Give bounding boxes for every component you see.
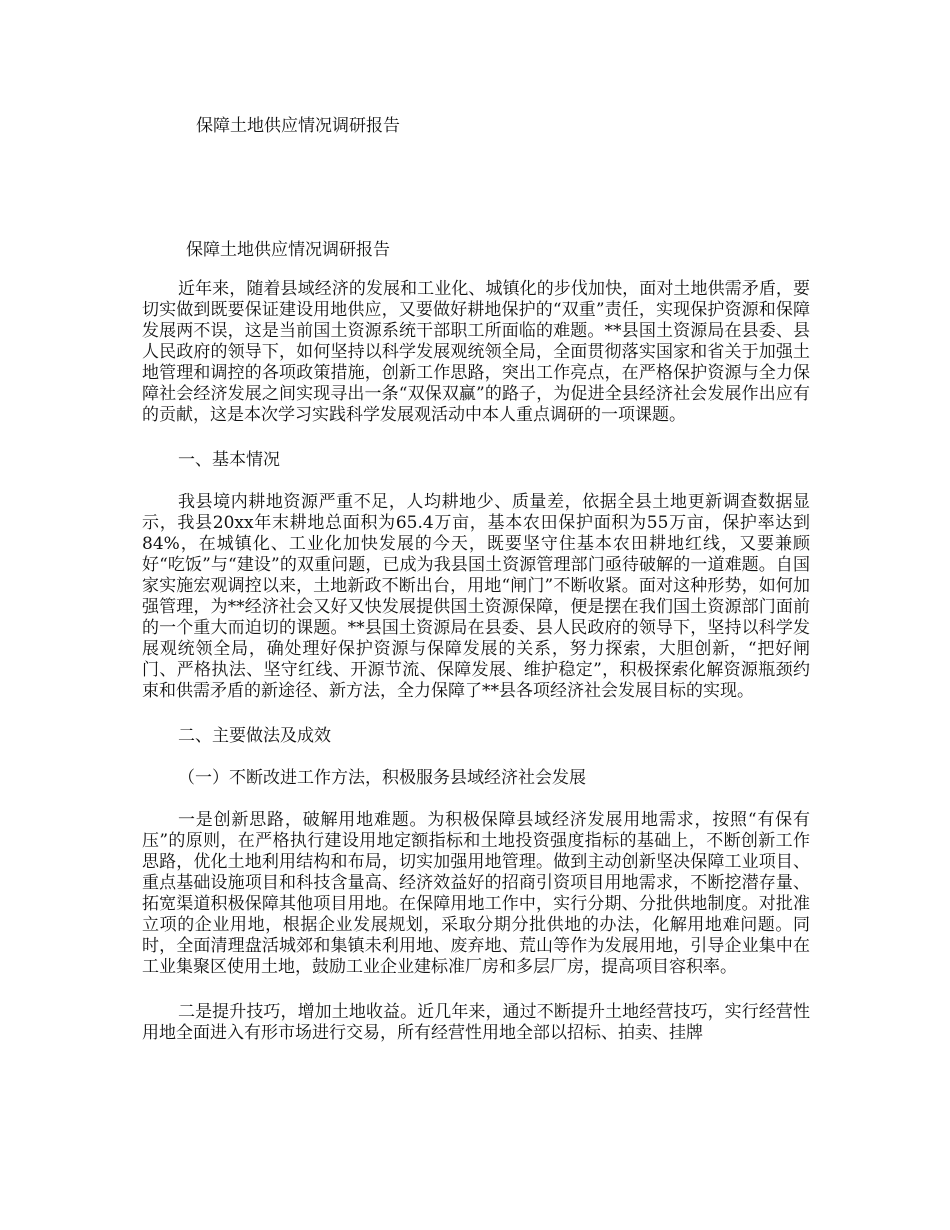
basic-situation-paragraph: 我县境内耕地资源严重不足，人均耕地少、质量差，依据全县土地更新调查数据显示，我县20xx年末耕地总面积为65.4万亩，基本农田保护面积为55万亩，保护率达到84%，在城镇化、工业化加快发展的今天，既要坚守住基本农田耕地红线，又要兼顾好“吃饭”与“建设”的双重问题，已成为我县国土资源管理部门亟待破解的一道难题。自国家实施宏观调控以来，土地新政不断出台，用地“闸门”不断收紧。面对这种形势，如何加强管理，为**经济社会又好又快发展提供国土资源保障，便是摆在我们国土资源部门面前的一个重大而迫切的课题。**县国土资源局在县委、县人民政府的领导下，坚持以科学发展观统领全局，确处理好保护资源与保障发展的关系，努力探索，大胆创新，“把好闸门、严格执法、坚守红线、开源节流、保障发展、维护稳定”，积极探索化解资源瓶颈约束和供需矛盾的新途径、新方法，全力保障了**县各项经济社会发展目标的实现。: [142, 492, 810, 701]
measure-one-paragraph: 一是创新思路，破解用地难题。为积极保障县域经济发展用地需求，按照“有保有压”的原则，在严格执行建设用地定额指标和土地投资强度指标的基础上，不断创新工作思路，优化土地利用结构和布局，切实加强用地管理。做到主动创新坚决保障工业项目、重点基础设施项目和科技含量高、经济效益好的招商引资项目用地需求，不断挖潜存量、拓宽渠道积极保障其他项目用地。在保障用地工作中，实行分期、分批供地制度。对批准立项的企业用地，根据企业发展规划，采取分期分批供地的办法，化解用地难问题。同时，全面清理盘活城郊和集镇未利用地、废弃地、荒山等作为发展用地，引导企业集中在工业集聚区使用土地，鼓励工业企业建标准厂房和多层厂房，提高项目容积率。: [142, 810, 810, 977]
document-body: [142, 238, 810, 1068]
measure-two-paragraph: 二是提升技巧，增加土地收益。近几年来，通过不断提升土地经营技巧，实行经营性用地全面进入有形市场进行交易，所有经营性用地全部以招标、拍卖、挂牌: [142, 1002, 810, 1043]
report-heading: 保障土地供应情况调研报告: [186, 240, 390, 260]
section-heading-main-measures: 二、主要做法及成效: [178, 726, 331, 746]
intro-paragraph: 近年来，随着县域经济的发展和工业化、城镇化的步伐加快，面对土地供需矛盾，要切实做到既要保证建设用地供应，又要做好耕地保护的“双重”责任，实现保护资源和保障发展两不误，这是当前国土资源系统干部职工所面临的难题。**县国土资源局在县委、县人民政府的领导下，如何坚持以科学发展观统领全局，全面贯彻落实国家和省关于加强土地管理和调控的各项政策措施，创新工作思路，突出工作亮点，在严格保护资源与全力保障社会经济发展之间实现寻出一条“双保双赢”的路子，为促进全县经济社会发展作出应有的贡献，这是本次学习实践科学发展观活动中本人重点调研的一项课题。: [142, 279, 810, 425]
subsection-heading-work-methods: （一）不断改进工作方法，积极服务县域经济社会发展: [178, 768, 586, 788]
section-heading-basic-situation: 一、基本情况: [178, 450, 280, 470]
document-title: 保障土地供应情况调研报告: [196, 116, 400, 136]
